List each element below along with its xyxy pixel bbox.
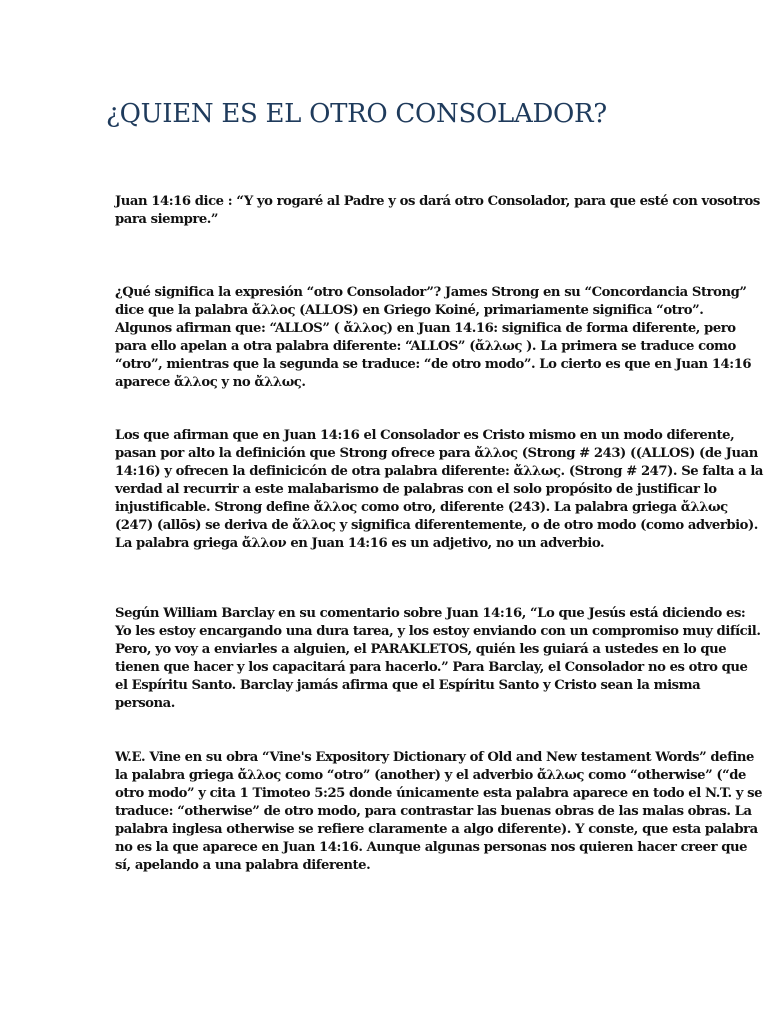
paragraph-we-vine: W.E. Vine en su obra “Vine's Expository Dictionary of Old and New testament Words” define la palabra griega ἄλλος como “otro” (another) y el adverbio ἄλλως como “otherwise” (“de otro modo” y cita 1 Timoteo 5:25 donde únicamente esta palabra aparece en todo el N.T. y se traduce: “otherwise” de otro modo, para contrastar las buenas obras de las malas obras. La palabra inglesa otherwise se refiere claramente a algo diferente). Y conste, que esta palabra no es la que aparece en Juan 14:16. Aunque algunas personas nos quieren hacer creer que sí, apelando a una palabra diferente. — [115, 750, 763, 873]
paragraph-juan-14-16: Juan 14:16 dice : “Y yo rogaré al Padre y os dará otro Consolador, para que esté con vosotros para siempre.” — [115, 194, 760, 227]
document-title: ¿QUIEN ES EL OTRO CONSOLADOR? — [106, 99, 607, 129]
paragraph-william-barclay: Según William Barclay en su comentario sobre Juan 14:16, “Lo que Jesús está diciendo es: Yo les estoy encargando una dura tarea, y los estoy enviando con un compromiso muy difícil. Pero, yo voy a enviarles a alguien, el PARAKLETOS, quién les guiará a ustedes en lo que tienen que hacer y los capacitará para hacerlo.” Para Barclay, el Consolador no es otro que el Espíritu Santo. Barclay jamás afirma que el Espíritu Santo y Cristo sean la misma persona. — [115, 606, 761, 711]
paragraph-strong-definition: Los que afirman que en Juan 14:16 el Consolador es Cristo mismo en un modo diferente, pasan por alto la definición que Strong ofrece para ἄλλος (Strong # 243) ((ALLOS) (de Juan 14:16) y ofrecen la definicicón de otra palabra diferente: ἄλλως. (Strong # 247). Se falta a la verdad al recurrir a este malabarismo de palabras con el solo propósito de justificar lo injustificable. Strong define ἄλλος como otro, diferente (243). La palabra griega ἄλλως (247) (allōs) se deriva de ἄλλος y significa diferentemente, o de otro modo (como adverbio). La palabra griega ἄλλον en Juan 14:16 es un adjetivo, no un adverbio. — [115, 428, 764, 551]
paragraph-otro-consolador: ¿Qué significa la expresión “otro Consolador”? James Strong en su “Concordancia Strong” dice que la palabra ἄλλος (ALLOS) en Griego Koiné, primariamente significa “otro”. Algunos afirman que: “ALLOS” ( ἄλλος) en Juan 14.16: significa de forma diferente, pero para ello apelan a otra palabra diferente: “ALLOS” (ἄλλως ). La primera se traduce como “otro”, mientras que la segunda se traduce: “de otro modo”. Lo cierto es que en Juan 14:16 aparece ἄλλος y no ἄλλως. — [115, 285, 752, 390]
